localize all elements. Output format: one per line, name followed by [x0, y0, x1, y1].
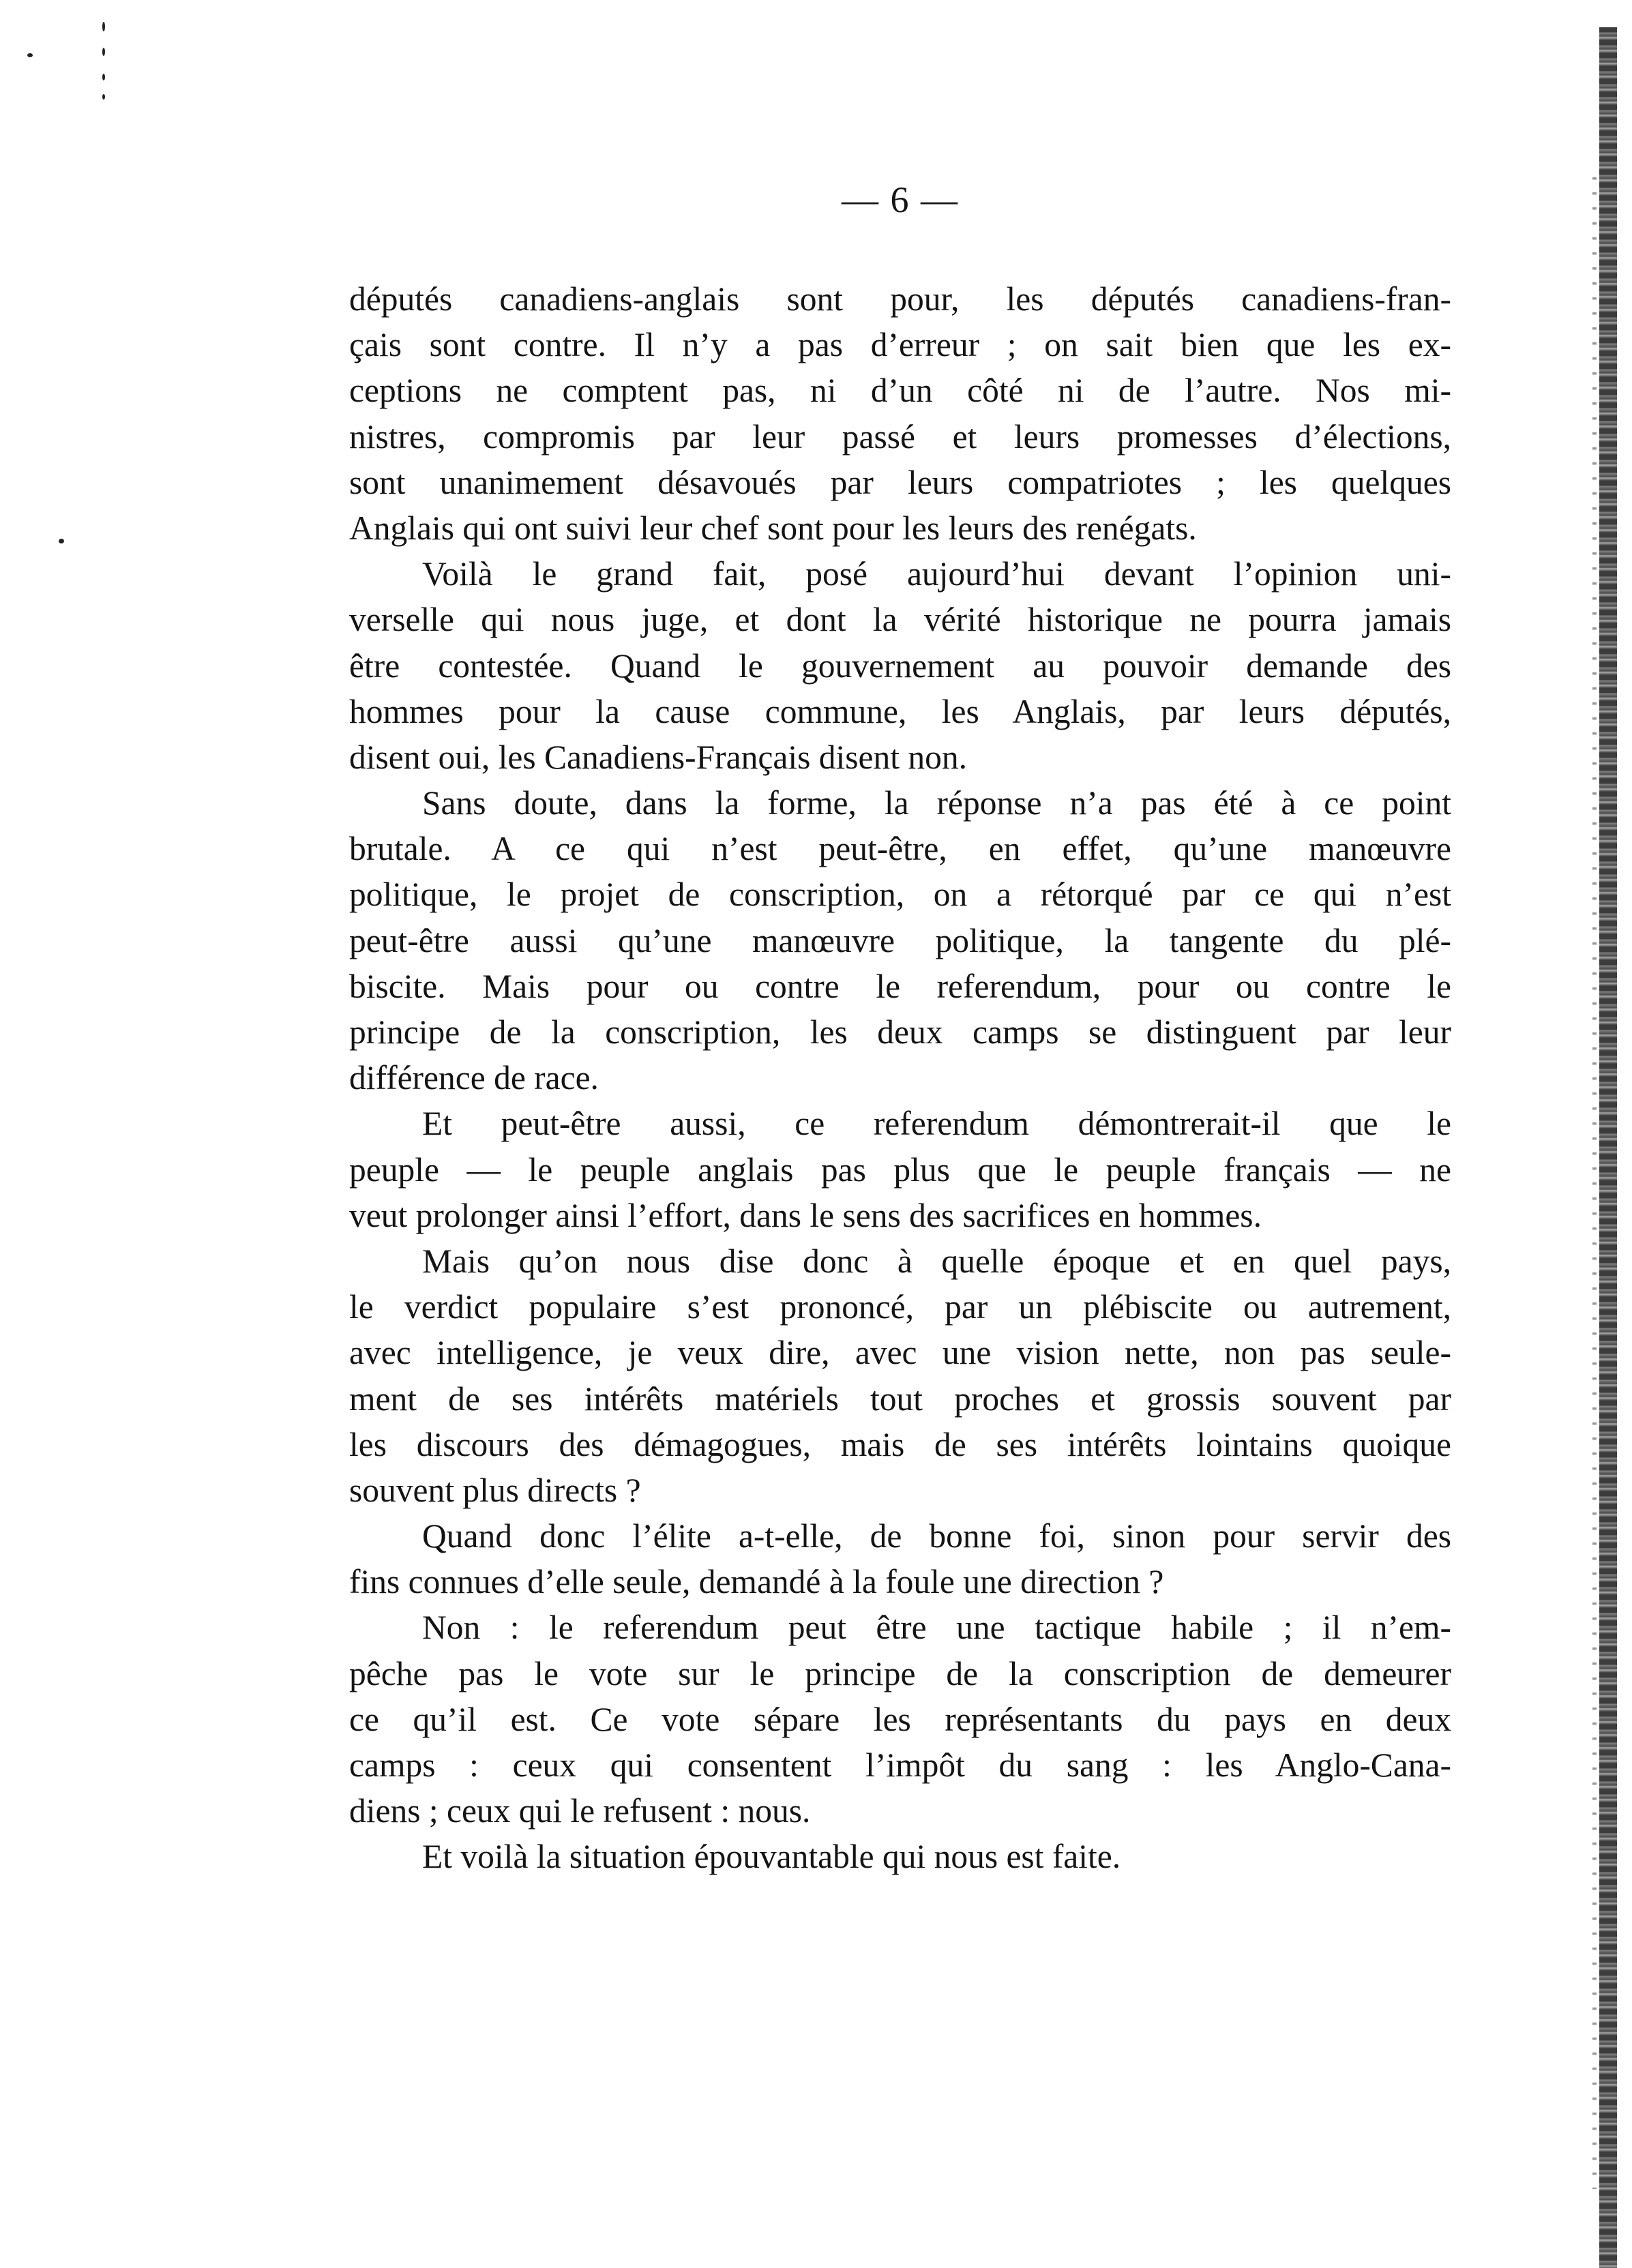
scan-speck	[102, 94, 105, 100]
text-line: peuple — le peuple anglais pas plus que le peuple français — ne	[349, 1150, 1451, 1189]
text-line: verselle qui nous juge, et dont la vérité historique ne pourra jamais	[349, 601, 1451, 639]
text-line: hommes pour la cause commune, les Anglais, par leurs députés,	[349, 692, 1451, 730]
scan-speck	[102, 74, 105, 80]
text-line: avec intelligence, je veux dire, avec une vision nette, non pas seule-	[349, 1334, 1451, 1372]
text-line: Mais qu’on nous dise donc à quelle époque et en quel pays,	[422, 1242, 1451, 1280]
text-line: ce qu’il est. Ce vote sépare les représentants du pays en deux	[349, 1700, 1451, 1738]
text-line: Sans doute, dans la forme, la réponse n’a pas été à ce point	[422, 784, 1451, 822]
text-line: peut-être aussi qu’une manœuvre politique, la tangente du plé-	[349, 921, 1451, 959]
text-line: biscite. Mais pour ou contre le referendum, pour ou contre le	[349, 967, 1451, 1005]
text-line: camps : ceux qui consentent l’impôt du sang : les Anglo-Cana-	[349, 1746, 1451, 1784]
text-line: le verdict populaire s’est prononcé, par un plébiscite ou autrement,	[349, 1288, 1451, 1326]
text-line: différence de race.	[349, 1059, 599, 1097]
text-line: ceptions ne comptent pas, ni d’un côté ni de l’autre. Nos mi-	[349, 372, 1451, 410]
body-text	[349, 276, 1451, 1880]
scan-speck	[102, 48, 105, 56]
text-line: Voilà le grand fait, posé aujourd’hui devant l’opinion uni-	[422, 555, 1451, 593]
text-line: pêche pas le vote sur le principe de la conscription de demeurer	[349, 1654, 1451, 1692]
text-line: politique, le projet de conscription, on a rétorqué par ce qui n’est	[349, 876, 1451, 914]
scan-edge-artifact	[1599, 27, 1617, 2268]
text-line: disent oui, les Canadiens-Français disent non.	[349, 738, 967, 776]
text-line: fins connues d’elle seule, demandé à la foule une direction ?	[349, 1563, 1164, 1601]
text-line: les discours des démagogues, mais de ses intérêts lointains quoique	[349, 1425, 1451, 1463]
text-line: Non : le referendum peut être une tactique habile ; il n’em-	[422, 1609, 1451, 1647]
text-line: souvent plus directs ?	[349, 1471, 641, 1509]
text-line: nistres, compromis par leur passé et leurs promesses d’élections,	[349, 417, 1451, 456]
text-line: brutale. A ce qui n’est peut-être, en effet, qu’une manœuvre	[349, 830, 1451, 868]
text-line: députés canadiens-anglais sont pour, les députés canadiens-fran-	[349, 280, 1451, 318]
text-line: diens ; ceux qui le refusent : nous.	[349, 1792, 811, 1830]
text-line: Et peut-être aussi, ce referendum démontrerait-il que le	[422, 1105, 1451, 1143]
text-line: veut prolonger ainsi l’effort, dans le sens des sacrifices en hommes.	[349, 1196, 1262, 1234]
text-line: Anglais qui ont suivi leur chef sont pour les leurs des renégats.	[349, 509, 1197, 547]
text-line: Quand donc l’élite a-t-elle, de bonne foi, sinon pour servir des	[422, 1517, 1451, 1555]
scan-speck	[27, 53, 33, 57]
scan-edge-artifact-thin	[1592, 177, 1597, 2189]
text-line: sont unanimement désavoués par leurs compatriotes ; les quelques	[349, 463, 1451, 501]
text-line: être contestée. Quand le gouvernement au pouvoir demande des	[349, 646, 1451, 685]
text-line: principe de la conscription, les deux camps se distinguent par leur	[349, 1013, 1451, 1051]
scan-speck	[102, 22, 105, 31]
text-line: ment de ses intérêts matériels tout proches et grossis souvent par	[349, 1379, 1451, 1418]
scan-speck	[59, 539, 64, 543]
page-number: — 6 —	[842, 179, 959, 220]
text-line: Et voilà la situation épouvantable qui nous est faite.	[422, 1838, 1121, 1876]
text-line: çais sont contre. Il n’y a pas d’erreur ; on sait bien que les ex-	[349, 326, 1451, 364]
